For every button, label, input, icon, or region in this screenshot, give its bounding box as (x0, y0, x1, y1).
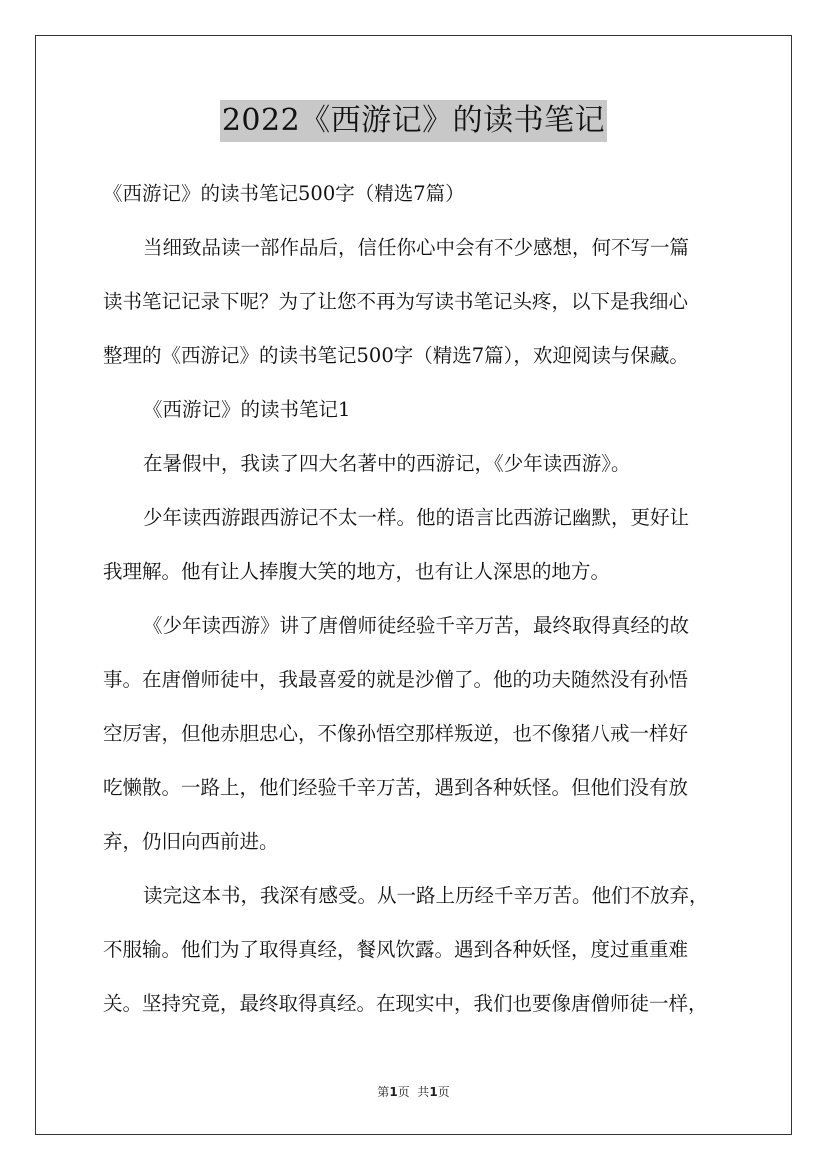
section-heading: 《西游记》的读书笔记1 (143, 398, 351, 421)
body-line: 吃懒散。一路上，他们经验千辛万苦，遇到各种妖怪。但他们没有放 (103, 776, 689, 799)
title-container (0, 100, 827, 142)
body-line: 整理的《西游记》的读书笔记500字（精选7篇），欢迎阅读与保藏。 (103, 344, 689, 367)
body-line: 事。在唐僧师徒中，我最喜爱的就是沙僧了。他的功夫随然没有孙悟 (103, 668, 689, 691)
document-title: 2022《西游记》的读书笔记 (220, 100, 607, 142)
body-line: 空厉害，但他赤胆忠心，不像孙悟空那样叛逆，也不像猪八戒一样好 (103, 722, 689, 745)
footer-mid: 页 共 (397, 1085, 430, 1099)
body-line: 我理解。他有让人捧腹大笑的地方，也有让人深思的地方。 (103, 560, 611, 583)
footer-suffix: 页 (437, 1085, 450, 1099)
page-footer (0, 1083, 827, 1100)
footer-prefix: 第 (377, 1085, 390, 1099)
body-line: 当细致品读一部作品后，信任你心中会有不少感想，何不写一篇 (143, 236, 690, 259)
body-line: 读完这本书，我深有感受。从一路上历经千辛万苦。他们不放弃， (143, 884, 709, 907)
footer-total-pages: 1 (429, 1085, 438, 1099)
footer-current-page: 1 (389, 1085, 398, 1099)
body-line: 在暑假中，我读了四大名著中的西游记，《少年读西游》。 (143, 452, 631, 475)
body-line: 读书笔记记录下呢？为了让您不再为写读书笔记头疼，以下是我细心 (103, 290, 689, 313)
body-line: 少年读西游跟西游记不太一样。他的语言比西游记幽默，更好让 (143, 506, 690, 529)
body-line: 弃，仍旧向西前进。 (103, 830, 279, 853)
body-line: 关。坚持究竟，最终取得真经。在现实中，我们也要像唐僧师徒一样， (103, 992, 708, 1015)
subtitle-line: 《西游记》的读书笔记500字（精选7篇） (103, 182, 465, 205)
body-line: 不服输。他们为了取得真经，餐风饮露。遇到各种妖怪，度过重重难 (103, 938, 689, 961)
body-line: 《少年读西游》讲了唐僧师徒经验千辛万苦，最终取得真经的故 (143, 614, 690, 637)
